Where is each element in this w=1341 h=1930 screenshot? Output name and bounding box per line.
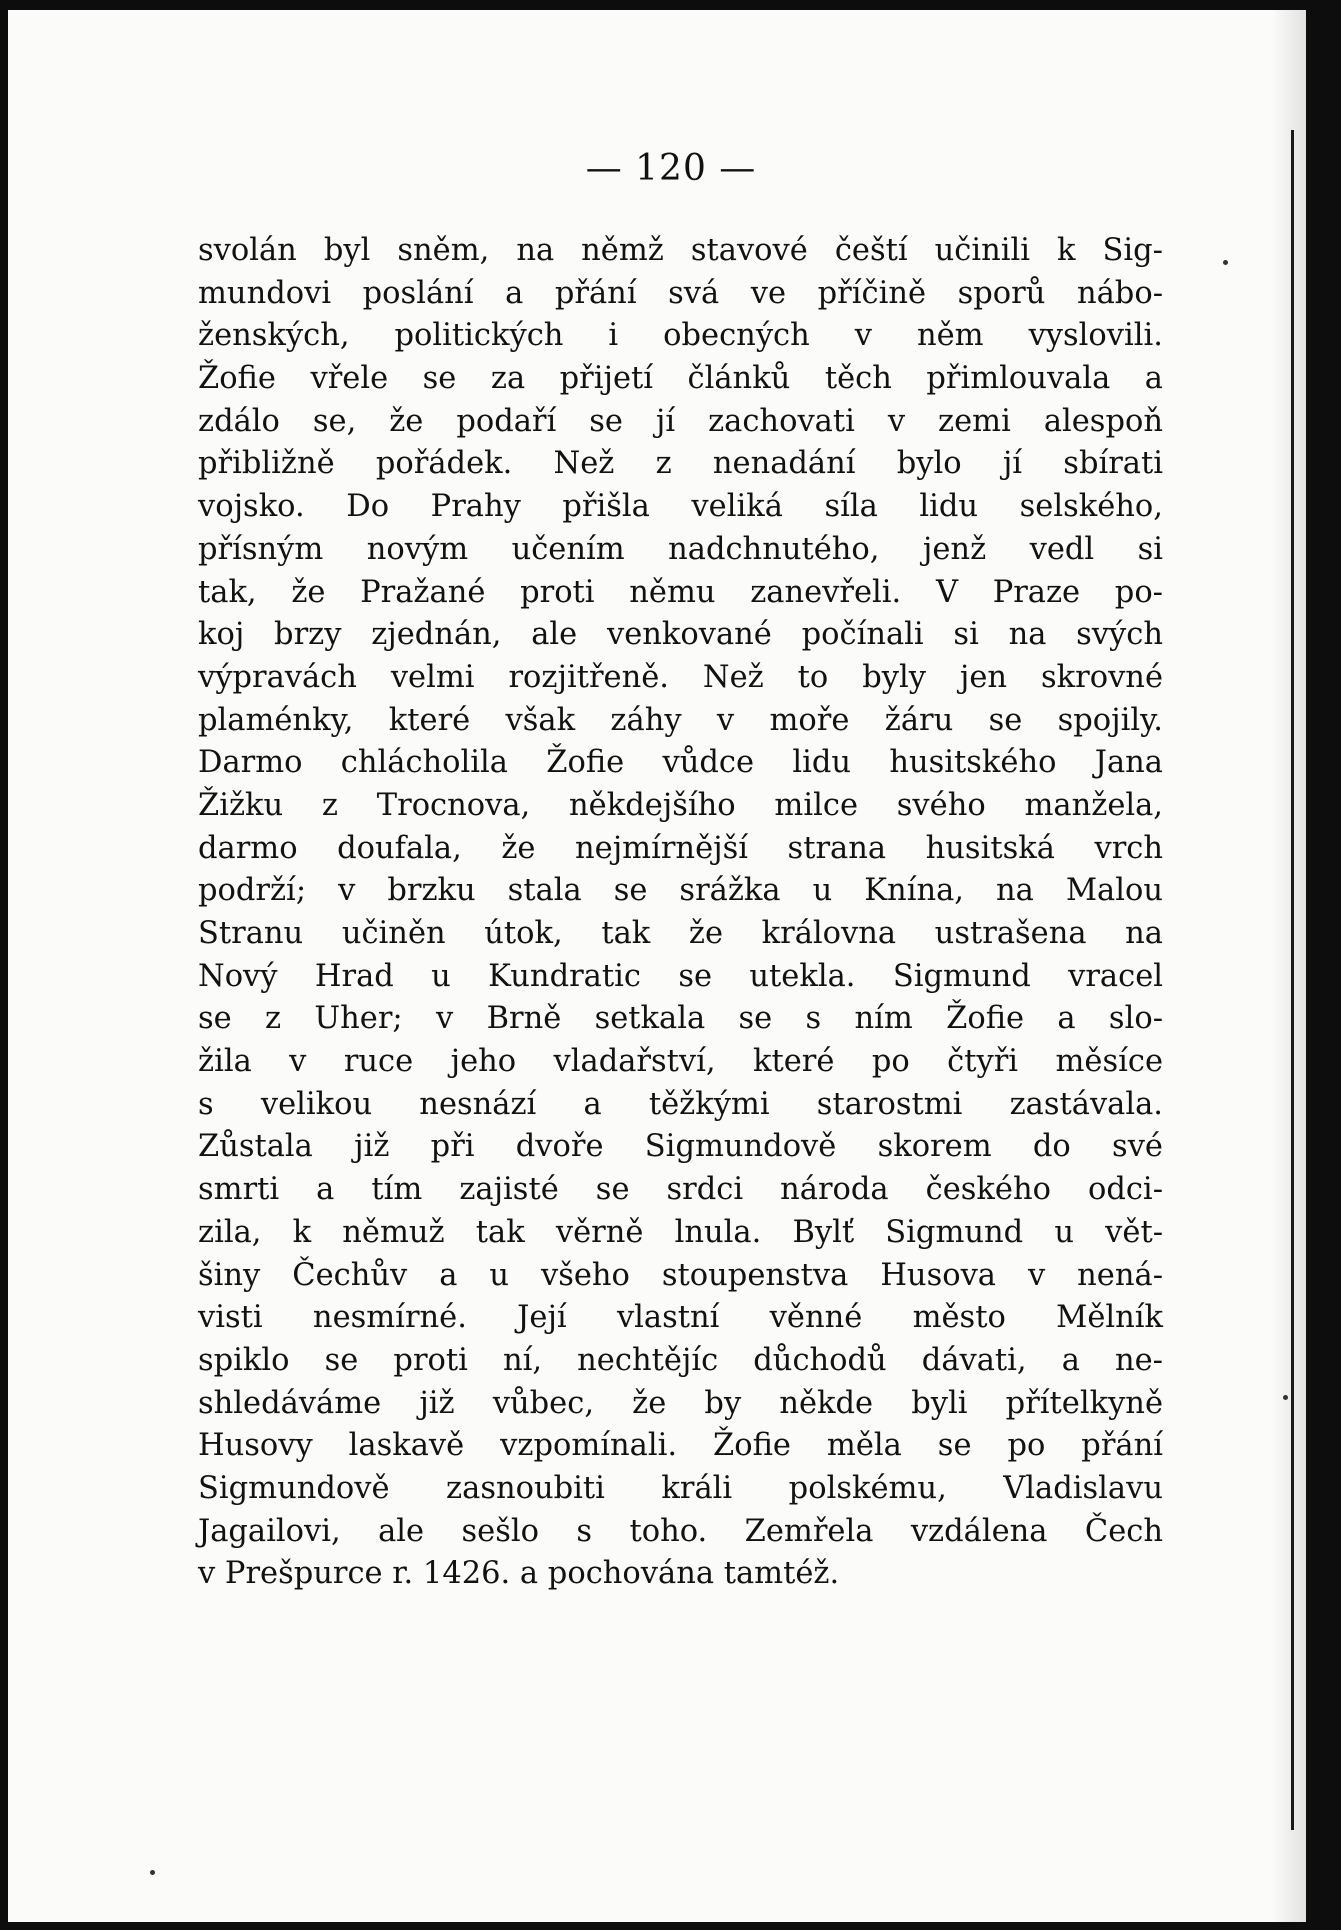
text-line: výpravách velmi rozjitřeně. Než to byly jen skrovné xyxy=(198,659,1163,695)
text-line: s velikou nesnází a těžkými starostmi zastávala. xyxy=(198,1086,1163,1122)
text-line: shledáváme již vůbec, že by někde byli přítelkyně xyxy=(198,1385,1163,1421)
print-speck xyxy=(1223,260,1228,265)
text-line: darmo doufala, že nejmírnější strana husitská vrch xyxy=(198,830,1163,866)
page-edge-line xyxy=(1291,130,1294,1830)
text-line: Stranu učiněn útok, tak že královna ustrašena na xyxy=(198,916,1163,951)
text-line: podrží; v brzku stala se srážka u Knína, na Malou xyxy=(198,873,1163,909)
text-line: spiklo se proti ní, nechtějíc důchodů dávati, a ne- xyxy=(198,1342,1163,1378)
text-line: Jagailovi, ale sešlo s toho. Zemřela vzdálena Čech xyxy=(198,1513,1163,1549)
text-line: se z Uher; v Brně setkala se s ním Žofie a slo- xyxy=(198,1001,1163,1037)
text-line: přísným novým učením nadchnutého, jenž vedl si xyxy=(198,531,1163,567)
body-text xyxy=(198,230,1163,1596)
page-number: — 120 — xyxy=(585,148,757,189)
text-line: plaménky, které však záhy v moře žáru se spojily. xyxy=(198,702,1163,738)
text-line: svolán byl sněm, na němž stavové čeští učinili k Sig- xyxy=(198,233,1163,268)
text-line: tak, že Pražané proti němu zanevřeli. V Praze po- xyxy=(198,574,1163,610)
text-line: koj brzy zjednán, ale venkované počínali si na svých xyxy=(198,617,1163,653)
text-line: smrti a tím zajisté se srdci národa českého odci- xyxy=(198,1172,1163,1208)
text-line: mundovi poslání a přání svá ve příčině sporů nábo- xyxy=(198,275,1163,311)
text-line: ženských, politických i obecných v něm vyslovili. xyxy=(198,318,1163,354)
text-line: zila, k němuž tak věrně lnula. Bylť Sigmund u vět- xyxy=(198,1214,1163,1250)
text-line: Darmo chlácholila Žofie vůdce lidu husitského Jana xyxy=(198,745,1163,781)
text-line: přibližně pořádek. Než z nenadání bylo jí sbírati xyxy=(198,446,1163,482)
text-line: visti nesmírné. Její vlastní věnné město Mělník xyxy=(198,1300,1163,1336)
text-line: v Prešpurce r. 1426. a pochována tamtéž. xyxy=(198,1556,840,1592)
text-line: Sigmundově zasnoubiti králi polskému, Vladislavu xyxy=(198,1470,1163,1506)
print-speck xyxy=(150,1870,155,1875)
text-line: šiny Čechův a u všeho stoupenstva Husova v nená- xyxy=(198,1257,1163,1293)
print-speck xyxy=(1283,1395,1288,1400)
text-line: Nový Hrad u Kundratic se utekla. Sigmund vracel xyxy=(198,958,1163,994)
text-line: Zůstala již při dvoře Sigmundově skorem do své xyxy=(198,1129,1163,1165)
text-line: Žižku z Trocnova, někdejšího milce svého manžela, xyxy=(198,787,1163,823)
text-line: Žofie vřele se za přijetí článků těch přimlouvala a xyxy=(198,361,1163,397)
text-line: Husovy laskavě vzpomínali. Žofie měla se po přání xyxy=(198,1428,1163,1464)
text-line: žila v ruce jeho vladařství, které po čtyři měsíce xyxy=(198,1044,1163,1080)
text-line: vojsko. Do Prahy přišla veliká síla lidu selského, xyxy=(198,489,1163,525)
page-edge-shadow xyxy=(1272,10,1306,1922)
text-line: zdálo se, že podaří se jí zachovati v zemi alespoň xyxy=(198,403,1163,439)
scanned-page xyxy=(8,10,1306,1922)
